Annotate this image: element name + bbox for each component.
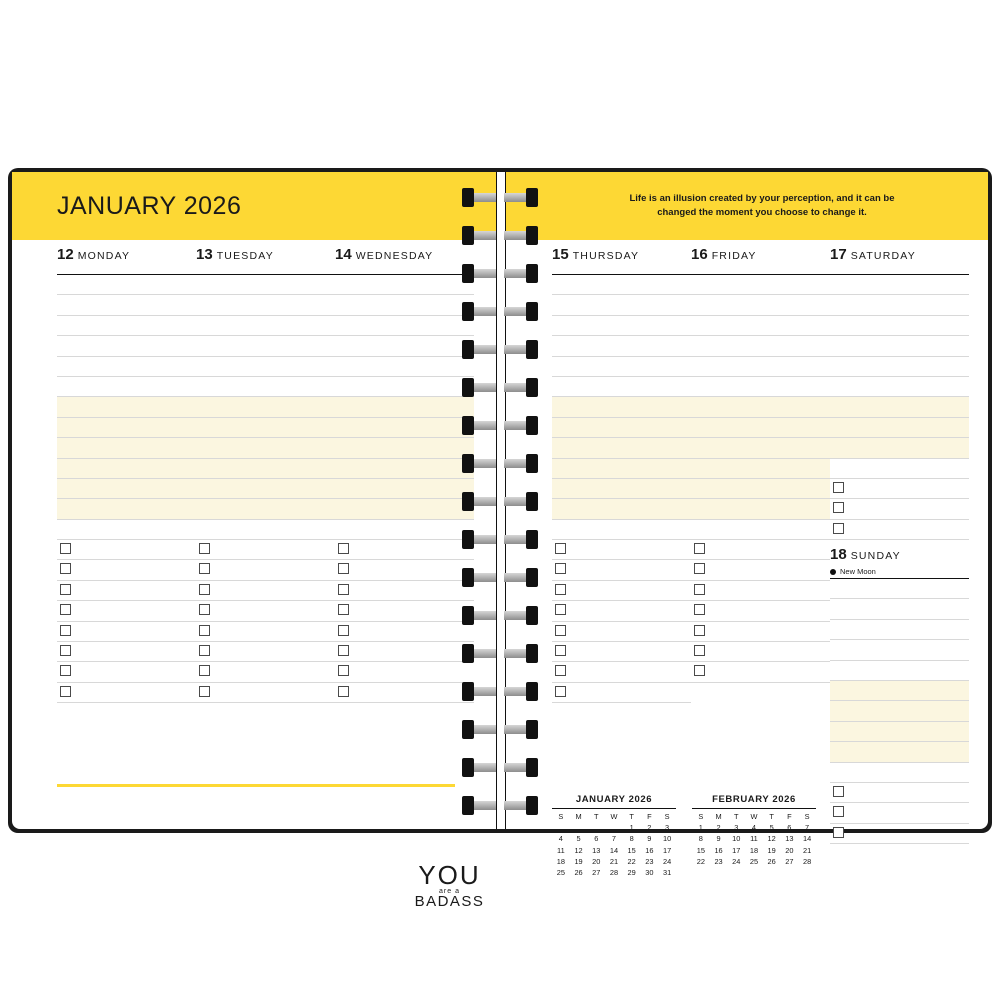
mini-calendar-weekday: S bbox=[804, 812, 810, 822]
checkbox-line[interactable] bbox=[552, 642, 691, 662]
mini-calendar-day[interactable] bbox=[727, 867, 745, 869]
writing-line bbox=[830, 620, 969, 640]
day-number: 17 bbox=[830, 246, 847, 263]
writing-line bbox=[335, 397, 474, 417]
day-name: MONDAY bbox=[77, 250, 131, 262]
checkbox-line[interactable] bbox=[830, 783, 969, 803]
writing-line bbox=[691, 316, 830, 336]
checkbox-line[interactable] bbox=[335, 642, 474, 662]
moon-phase-label: New Moon bbox=[840, 567, 876, 577]
mini-calendar-day[interactable]: 18 bbox=[749, 845, 759, 855]
writing-lines bbox=[691, 275, 830, 683]
mini-calendar-january bbox=[552, 794, 676, 878]
writing-line bbox=[196, 336, 335, 356]
quote-text: Life is an illusion created by your perception, and it can be changed the moment you choose to change it. bbox=[629, 193, 895, 218]
checkbox-line[interactable] bbox=[830, 479, 969, 499]
page-title: JANUARY 2026 bbox=[57, 192, 242, 220]
writing-line bbox=[57, 459, 196, 479]
mini-calendar-day[interactable]: 5 bbox=[769, 823, 774, 833]
mini-calendar-weekday: F bbox=[787, 812, 792, 822]
mini-calendar-day[interactable]: 28 bbox=[609, 868, 619, 878]
spiral-coil bbox=[462, 302, 538, 321]
spiral-coil bbox=[462, 416, 538, 435]
writing-line bbox=[335, 418, 474, 438]
day-header-wednesday bbox=[335, 240, 474, 272]
writing-line bbox=[691, 520, 830, 540]
mini-calendar-day[interactable]: 9 bbox=[647, 834, 652, 844]
writing-line bbox=[552, 316, 691, 336]
checkbox-line[interactable] bbox=[691, 642, 830, 662]
mini-calendar-weekday: S bbox=[558, 812, 564, 822]
writing-line bbox=[830, 763, 969, 783]
checkbox-line[interactable] bbox=[552, 662, 691, 682]
brand-line-2: are a bbox=[439, 888, 460, 895]
day-header-thursday bbox=[552, 240, 691, 272]
writing-line bbox=[196, 357, 335, 377]
writing-line bbox=[335, 275, 474, 295]
writing-line bbox=[830, 701, 969, 721]
writing-line bbox=[830, 640, 969, 660]
day-column-saturday-sunday bbox=[830, 240, 969, 844]
day-name: SUNDAY bbox=[850, 550, 901, 563]
writing-line bbox=[830, 742, 969, 762]
writing-line bbox=[57, 397, 196, 417]
spiral-coil bbox=[462, 606, 538, 625]
writing-line bbox=[830, 681, 969, 701]
checkbox-line[interactable] bbox=[691, 622, 830, 642]
mini-calendar-day[interactable]: 12 bbox=[767, 834, 776, 844]
writing-line bbox=[830, 357, 969, 377]
checkbox-line[interactable] bbox=[196, 601, 335, 621]
mini-calendar-day[interactable]: 4 bbox=[751, 823, 757, 833]
mini-calendar-week bbox=[692, 845, 816, 856]
mini-calendar-week bbox=[692, 833, 816, 844]
day-number: 18 bbox=[830, 546, 847, 564]
writing-line bbox=[691, 479, 830, 499]
checkbox-line[interactable] bbox=[57, 581, 196, 601]
checkbox-line[interactable] bbox=[57, 560, 196, 580]
mini-calendar-day[interactable]: 23 bbox=[714, 856, 723, 866]
checkbox-line[interactable] bbox=[691, 560, 830, 580]
spiral-coil bbox=[462, 720, 538, 739]
writing-line bbox=[691, 275, 830, 295]
checkbox-line[interactable] bbox=[196, 540, 335, 560]
day-header-saturday bbox=[830, 240, 969, 272]
writing-line bbox=[196, 295, 335, 315]
spiral-coil bbox=[462, 796, 538, 815]
writing-lines bbox=[552, 275, 691, 703]
writing-line bbox=[552, 275, 691, 295]
writing-lines bbox=[830, 275, 969, 540]
day-name: FRIDAY bbox=[711, 250, 757, 262]
mini-calendar-week bbox=[692, 822, 816, 833]
writing-line bbox=[830, 661, 969, 681]
day-column-tuesday bbox=[196, 240, 335, 703]
mini-calendar-week bbox=[692, 867, 816, 869]
writing-line bbox=[57, 499, 196, 519]
brand-line-1: YOU bbox=[418, 860, 481, 890]
writing-line bbox=[691, 336, 830, 356]
writing-line bbox=[196, 316, 335, 336]
mini-calendar-day[interactable]: 13 bbox=[592, 845, 601, 855]
writing-line bbox=[196, 459, 335, 479]
mini-calendar-day[interactable]: 15 bbox=[627, 845, 636, 855]
checkbox-line[interactable] bbox=[552, 683, 691, 703]
mini-calendar-day[interactable]: 10 bbox=[662, 834, 672, 844]
writing-line bbox=[552, 357, 691, 377]
mini-calendar-day[interactable]: 21 bbox=[802, 845, 812, 855]
checkbox-line[interactable] bbox=[830, 824, 969, 844]
checkbox-line[interactable] bbox=[335, 601, 474, 621]
writing-line bbox=[57, 357, 196, 377]
writing-line bbox=[57, 479, 196, 499]
mini-calendar-rule bbox=[552, 808, 676, 809]
writing-line bbox=[196, 479, 335, 499]
mini-calendar-weekday: S bbox=[664, 812, 670, 822]
mini-calendar-day[interactable]: 12 bbox=[574, 845, 583, 855]
writing-line bbox=[57, 295, 196, 315]
day-number: 16 bbox=[691, 246, 708, 263]
writing-line bbox=[335, 377, 474, 397]
spiral-coil bbox=[462, 340, 538, 359]
checkbox-line[interactable] bbox=[196, 662, 335, 682]
writing-line bbox=[335, 479, 474, 499]
spiral-coil bbox=[462, 378, 538, 397]
writing-line bbox=[830, 599, 969, 619]
checkbox-line[interactable] bbox=[335, 581, 474, 601]
day-header-sunday bbox=[830, 546, 969, 576]
mini-calendar-day[interactable]: 22 bbox=[696, 856, 705, 866]
checkbox-line[interactable] bbox=[57, 540, 196, 560]
mini-calendar-day[interactable]: 3 bbox=[665, 823, 670, 833]
mini-calendar-day[interactable]: 6 bbox=[787, 823, 792, 833]
writing-line bbox=[196, 397, 335, 417]
mini-calendar-day[interactable]: 2 bbox=[647, 823, 652, 833]
mini-calendar-day[interactable]: 24 bbox=[732, 856, 741, 866]
mini-calendar-day[interactable]: 28 bbox=[802, 856, 812, 866]
writing-lines bbox=[335, 275, 474, 703]
checkbox-line[interactable] bbox=[57, 683, 196, 703]
mini-calendar-day[interactable]: 8 bbox=[698, 834, 703, 844]
planner-spread bbox=[12, 172, 988, 910]
writing-lines bbox=[57, 275, 196, 703]
writing-lines bbox=[196, 275, 335, 703]
checkbox-line[interactable] bbox=[691, 601, 830, 621]
mini-calendar-day[interactable]: 25 bbox=[749, 856, 759, 866]
mini-calendar-day[interactable]: 6 bbox=[594, 834, 599, 844]
mini-calendar-day[interactable]: 26 bbox=[574, 868, 583, 878]
day-number: 14 bbox=[335, 246, 352, 263]
checkbox-line[interactable] bbox=[196, 560, 335, 580]
mini-calendar-week bbox=[552, 856, 676, 867]
spiral-coil bbox=[462, 188, 538, 207]
writing-line bbox=[57, 418, 196, 438]
spiral-coil bbox=[462, 530, 538, 549]
mini-calendar-weekday: M bbox=[715, 812, 722, 822]
checkbox-line[interactable] bbox=[196, 683, 335, 703]
writing-line bbox=[830, 377, 969, 397]
checkbox-line[interactable] bbox=[552, 622, 691, 642]
mini-calendar-day[interactable] bbox=[745, 867, 763, 869]
checkbox-line[interactable] bbox=[830, 520, 969, 540]
writing-line bbox=[196, 520, 335, 540]
checkbox-line[interactable] bbox=[335, 622, 474, 642]
day-column-monday bbox=[57, 240, 196, 703]
writing-line bbox=[335, 316, 474, 336]
mini-calendar-weekday: T bbox=[629, 812, 634, 822]
writing-line bbox=[335, 520, 474, 540]
writing-line bbox=[691, 418, 830, 438]
writing-line bbox=[552, 377, 691, 397]
checkbox-line[interactable] bbox=[335, 540, 474, 560]
writing-line bbox=[57, 520, 196, 540]
mini-calendar-day[interactable]: 27 bbox=[592, 868, 601, 878]
day-name: SATURDAY bbox=[850, 250, 916, 262]
mini-calendar-day[interactable]: 19 bbox=[767, 845, 776, 855]
writing-line bbox=[335, 499, 474, 519]
checkbox-line[interactable] bbox=[57, 601, 196, 621]
mini-calendar-rule bbox=[692, 808, 816, 809]
mini-calendar-table bbox=[692, 811, 816, 869]
mini-calendar-day[interactable]: 14 bbox=[609, 845, 619, 855]
new-moon-icon bbox=[830, 569, 836, 575]
mini-calendar-day[interactable]: 3 bbox=[734, 823, 739, 833]
mini-calendar-day[interactable]: 11 bbox=[750, 834, 758, 844]
writing-line bbox=[57, 275, 196, 295]
mini-calendar-week bbox=[552, 833, 676, 844]
mini-calendar-day[interactable]: 1 bbox=[698, 823, 703, 833]
checkbox-line[interactable] bbox=[691, 540, 830, 560]
writing-line bbox=[691, 438, 830, 458]
day-name: WEDNESDAY bbox=[355, 250, 434, 262]
mini-calendar-day[interactable] bbox=[781, 867, 799, 869]
mini-calendar-weekday: M bbox=[575, 812, 582, 822]
writing-line bbox=[691, 357, 830, 377]
mini-calendar-day[interactable]: 16 bbox=[645, 845, 654, 855]
writing-line bbox=[552, 295, 691, 315]
writing-line bbox=[830, 336, 969, 356]
mini-calendar-day[interactable]: 20 bbox=[592, 856, 601, 866]
spiral-coil bbox=[462, 758, 538, 777]
mini-calendar-day[interactable]: 24 bbox=[662, 856, 672, 866]
checkbox-line[interactable] bbox=[552, 540, 691, 560]
writing-line bbox=[830, 459, 969, 479]
spiral-coil bbox=[462, 492, 538, 511]
writing-line bbox=[335, 438, 474, 458]
day-header-tuesday bbox=[196, 240, 335, 272]
mini-calendar-weekday: S bbox=[698, 812, 704, 822]
writing-line bbox=[830, 275, 969, 295]
planner-book bbox=[8, 168, 992, 910]
mini-calendar-day[interactable]: 18 bbox=[556, 856, 565, 866]
mini-calendar-day[interactable]: 21 bbox=[609, 856, 619, 866]
writing-line bbox=[691, 459, 830, 479]
mini-calendar-day[interactable] bbox=[798, 867, 816, 869]
checkbox-line[interactable] bbox=[691, 662, 830, 682]
checkbox-line[interactable] bbox=[691, 581, 830, 601]
mini-calendar-february bbox=[692, 794, 816, 869]
writing-line bbox=[552, 397, 691, 417]
mini-calendar-day[interactable] bbox=[552, 822, 570, 833]
mini-calendar-day[interactable]: 7 bbox=[611, 834, 617, 844]
checkbox-line[interactable] bbox=[552, 581, 691, 601]
day-number: 13 bbox=[196, 246, 213, 263]
writing-lines bbox=[830, 579, 969, 844]
writing-line bbox=[552, 438, 691, 458]
writing-line bbox=[196, 499, 335, 519]
mini-calendar-day[interactable]: 14 bbox=[802, 834, 812, 844]
mini-calendar-day[interactable]: 8 bbox=[629, 834, 634, 844]
writing-line bbox=[691, 295, 830, 315]
day-number: 12 bbox=[57, 246, 74, 263]
brand-logo bbox=[402, 860, 497, 910]
mini-calendar-day[interactable]: 10 bbox=[732, 834, 741, 844]
mini-calendar-day[interactable] bbox=[692, 867, 710, 869]
day-name: THURSDAY bbox=[572, 250, 640, 262]
writing-line bbox=[335, 459, 474, 479]
checkbox-line[interactable] bbox=[830, 803, 969, 823]
writing-line bbox=[691, 499, 830, 519]
writing-line bbox=[335, 357, 474, 377]
mini-calendar-day[interactable]: 15 bbox=[696, 845, 705, 855]
checkbox-line[interactable] bbox=[196, 581, 335, 601]
mini-calendar-day[interactable]: 16 bbox=[714, 845, 723, 855]
checkbox-line[interactable] bbox=[196, 642, 335, 662]
writing-line bbox=[830, 418, 969, 438]
moon-phase-note bbox=[830, 567, 969, 576]
mini-calendar-day[interactable]: 19 bbox=[574, 856, 583, 866]
mini-calendar-day[interactable] bbox=[605, 822, 623, 833]
checkbox-line[interactable] bbox=[830, 499, 969, 519]
day-name: TUESDAY bbox=[216, 250, 274, 262]
day-header-friday bbox=[691, 240, 830, 272]
checkbox-line[interactable] bbox=[552, 601, 691, 621]
writing-line bbox=[196, 377, 335, 397]
writing-line bbox=[830, 722, 969, 742]
spiral-coil bbox=[462, 264, 538, 283]
day-number: 15 bbox=[552, 246, 569, 263]
writing-line bbox=[335, 295, 474, 315]
writing-line bbox=[552, 520, 691, 540]
mini-calendar-day[interactable] bbox=[570, 822, 588, 833]
day-column-thursday bbox=[552, 240, 691, 703]
mini-calendar-day[interactable]: 23 bbox=[645, 856, 654, 866]
writing-line bbox=[335, 336, 474, 356]
mini-calendar-weekday: T bbox=[594, 812, 599, 822]
mini-calendar-day[interactable] bbox=[763, 867, 781, 869]
mini-calendar-day[interactable]: 11 bbox=[557, 845, 565, 855]
mini-calendar-day[interactable]: 31 bbox=[662, 868, 672, 878]
mini-calendar-weekday: W bbox=[610, 812, 618, 822]
mini-calendar-week bbox=[552, 867, 676, 878]
day-header-monday bbox=[57, 240, 196, 272]
mini-calendar-day[interactable]: 13 bbox=[785, 834, 794, 844]
day-column-wednesday bbox=[335, 240, 474, 703]
mini-calendar-day[interactable]: 25 bbox=[556, 868, 565, 878]
writing-line bbox=[196, 275, 335, 295]
checkbox-line[interactable] bbox=[57, 622, 196, 642]
mini-calendar-day[interactable]: 7 bbox=[805, 823, 810, 833]
mini-calendar-title: FEBRUARY 2026 bbox=[712, 794, 796, 805]
checkbox-line[interactable] bbox=[57, 642, 196, 662]
spiral-coil bbox=[462, 644, 538, 663]
brand-line-3: BADASS bbox=[414, 893, 485, 910]
mini-calendar-day[interactable]: 2 bbox=[716, 823, 721, 833]
mini-calendar-weekday: W bbox=[750, 812, 758, 822]
mini-calendar-week bbox=[692, 856, 816, 867]
writing-line bbox=[57, 336, 196, 356]
mini-calendar-day[interactable] bbox=[587, 822, 605, 833]
writing-line bbox=[830, 397, 969, 417]
mini-calendar-day[interactable]: 17 bbox=[732, 845, 741, 855]
mini-calendar-day[interactable]: 29 bbox=[627, 868, 636, 878]
mini-calendar-weekday: T bbox=[734, 812, 739, 822]
mini-calendar-day[interactable]: 26 bbox=[767, 856, 776, 866]
mini-calendar-day[interactable]: 22 bbox=[627, 856, 636, 866]
divider-yellow bbox=[57, 784, 455, 787]
mini-calendar-week bbox=[552, 845, 676, 856]
mini-calendar-day[interactable]: 17 bbox=[662, 845, 672, 855]
checkbox-line[interactable] bbox=[335, 560, 474, 580]
checkbox-line[interactable] bbox=[552, 560, 691, 580]
mini-calendar-week bbox=[552, 822, 676, 833]
writing-line bbox=[830, 579, 969, 599]
writing-line bbox=[57, 316, 196, 336]
mini-calendar-day[interactable]: 9 bbox=[716, 834, 721, 844]
checkbox-line[interactable] bbox=[335, 662, 474, 682]
spiral-coil bbox=[462, 568, 538, 587]
mini-calendar-day[interactable]: 20 bbox=[785, 845, 794, 855]
mini-calendar-day[interactable]: 1 bbox=[629, 823, 634, 833]
checkbox-line[interactable] bbox=[335, 683, 474, 703]
writing-line bbox=[196, 438, 335, 458]
writing-line bbox=[830, 295, 969, 315]
mini-calendar-day[interactable]: 4 bbox=[558, 834, 563, 844]
spiral-coil bbox=[462, 226, 538, 245]
mini-calendar-day[interactable]: 27 bbox=[785, 856, 794, 866]
day-column-friday bbox=[691, 240, 830, 683]
spiral-coil bbox=[462, 682, 538, 701]
mini-calendar-weekday: T bbox=[769, 812, 774, 822]
checkbox-line[interactable] bbox=[57, 662, 196, 682]
writing-line bbox=[691, 377, 830, 397]
mini-calendar-title: JANUARY 2026 bbox=[575, 794, 653, 805]
mini-calendar-day[interactable]: 30 bbox=[645, 868, 654, 878]
writing-line bbox=[552, 336, 691, 356]
writing-line bbox=[830, 316, 969, 336]
checkbox-line[interactable] bbox=[196, 622, 335, 642]
writing-line bbox=[691, 397, 830, 417]
writing-line bbox=[552, 459, 691, 479]
writing-line bbox=[552, 418, 691, 438]
writing-line bbox=[830, 438, 969, 458]
mini-calendar-day[interactable]: 5 bbox=[576, 834, 581, 844]
writing-line bbox=[552, 499, 691, 519]
mini-calendar-day[interactable] bbox=[710, 867, 728, 869]
writing-line bbox=[57, 438, 196, 458]
writing-line bbox=[196, 418, 335, 438]
mini-calendar-weekday: F bbox=[647, 812, 652, 822]
mini-calendar-table bbox=[552, 811, 676, 878]
writing-line bbox=[552, 479, 691, 499]
spiral-coil bbox=[462, 454, 538, 473]
writing-line bbox=[57, 377, 196, 397]
